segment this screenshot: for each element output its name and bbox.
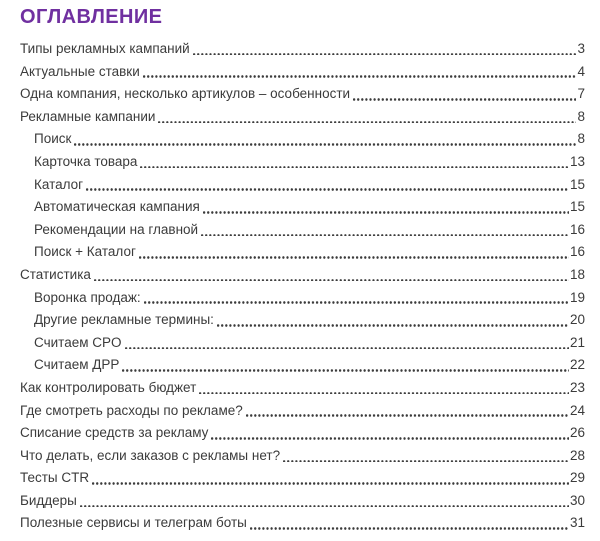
toc-list — [20, 38, 585, 535]
toc-entry-label: Тесты CTR — [20, 470, 90, 486]
dot-leader — [125, 347, 569, 350]
toc-entry-label: Поиск — [34, 131, 72, 147]
toc-entry-label: Карточка товара — [34, 153, 138, 169]
toc-entry[interactable] — [20, 377, 585, 400]
dot-leader — [211, 437, 569, 440]
toc-entry[interactable] — [20, 38, 585, 61]
dot-leader — [250, 527, 569, 530]
dot-leader — [86, 188, 569, 191]
toc-entry[interactable] — [20, 128, 585, 151]
dot-leader — [203, 211, 569, 214]
toc-entry-label: Поиск + Каталог — [34, 244, 136, 260]
dot-leader — [144, 301, 569, 304]
toc-page-number: 19 — [569, 289, 585, 305]
toc-entry[interactable] — [20, 490, 585, 513]
dot-leader — [193, 53, 577, 56]
toc-page-number: 22 — [569, 357, 585, 373]
toc-page-number: 13 — [569, 153, 585, 169]
toc-page-number: 28 — [569, 447, 585, 463]
page-title: ОГЛАВЛЕНИЕ — [20, 6, 163, 28]
toc-entry[interactable] — [20, 219, 585, 242]
toc-entry-label: Другие рекламные термины: — [34, 312, 214, 328]
dot-leader — [140, 166, 569, 169]
toc-entry-label: Списание средств за рекламу — [20, 425, 209, 441]
toc-page-number: 23 — [569, 379, 585, 395]
toc-page-number: 24 — [569, 402, 585, 418]
toc-entry[interactable] — [20, 61, 585, 84]
toc-entry-label: Каталог — [34, 176, 84, 192]
toc-page-number: 15 — [569, 176, 585, 192]
toc-entry[interactable] — [20, 151, 585, 174]
dot-leader — [122, 369, 569, 372]
toc-page-number: 16 — [569, 244, 585, 260]
toc-entry-label: Одна компания, несколько артикулов – особенности — [20, 86, 351, 102]
toc-entry[interactable] — [20, 354, 585, 377]
toc-page-number: 26 — [569, 425, 585, 441]
toc-entry[interactable] — [20, 422, 585, 445]
toc-entry[interactable] — [20, 241, 585, 264]
dot-leader — [199, 392, 569, 395]
toc-page-number: 20 — [569, 312, 585, 328]
toc-entry[interactable] — [20, 196, 585, 219]
dot-leader — [353, 98, 576, 101]
toc-entry[interactable] — [20, 287, 585, 310]
toc-entry-label: Статистика — [20, 266, 91, 282]
toc-entry-label: Типы рекламных кампаний — [20, 41, 190, 56]
toc-entry-label: Полезные сервисы и телеграм боты — [20, 515, 247, 531]
toc-entry[interactable] — [20, 264, 585, 287]
dot-leader — [94, 279, 569, 282]
toc-entry[interactable] — [20, 445, 585, 468]
toc-page-number: 16 — [569, 221, 585, 237]
toc-entry-label: Актуальные ставки — [20, 63, 140, 79]
dot-leader — [139, 256, 569, 259]
toc-entry[interactable] — [20, 83, 585, 106]
toc-page-number: 4 — [577, 63, 585, 79]
toc-page-number: 30 — [569, 492, 585, 508]
toc-page-number: 8 — [577, 131, 585, 147]
toc-entry-label: Считаем ДРР — [34, 357, 120, 373]
toc-entry[interactable] — [20, 332, 585, 355]
dot-leader — [217, 324, 569, 327]
dot-leader — [201, 234, 569, 237]
toc-page-number: 8 — [577, 108, 585, 124]
toc-entry-label: Воронка продаж: — [34, 289, 141, 305]
toc-page-number: 18 — [569, 266, 585, 282]
toc-entry[interactable] — [20, 400, 585, 423]
dot-leader — [74, 143, 576, 146]
toc-page-number: 29 — [569, 470, 585, 486]
toc-entry[interactable] — [20, 106, 585, 129]
toc-entry[interactable] — [20, 512, 585, 535]
toc-page-number: 31 — [569, 515, 585, 531]
toc-page-number: 15 — [569, 199, 585, 215]
toc-entry-label: Что делать, если заказов с рекламы нет? — [20, 447, 281, 463]
toc-entry-label: Биддеры — [20, 492, 77, 508]
dot-leader — [80, 505, 569, 508]
toc-entry-label: Автоматическая кампания — [34, 199, 200, 215]
toc-entry-label: Считаем CPO — [34, 334, 122, 350]
toc-page-number: 7 — [577, 86, 585, 102]
toc-entry-label: Как контролировать бюджет — [20, 379, 197, 395]
dot-leader — [158, 121, 576, 124]
toc-entry[interactable] — [20, 174, 585, 197]
dot-leader — [283, 460, 569, 463]
toc-page-number: 3 — [577, 41, 585, 56]
toc-page-number: 21 — [569, 334, 585, 350]
dot-leader — [92, 482, 569, 485]
dot-leader — [246, 414, 569, 417]
dot-leader — [143, 75, 577, 78]
toc-entry-label: Рекламные кампании — [20, 108, 156, 124]
toc-entry-label: Где смотреть расходы по рекламе? — [20, 402, 243, 418]
toc-entry-label: Рекомендации на главной — [34, 221, 199, 237]
toc-entry[interactable] — [20, 309, 585, 332]
toc-entry[interactable] — [20, 467, 585, 490]
